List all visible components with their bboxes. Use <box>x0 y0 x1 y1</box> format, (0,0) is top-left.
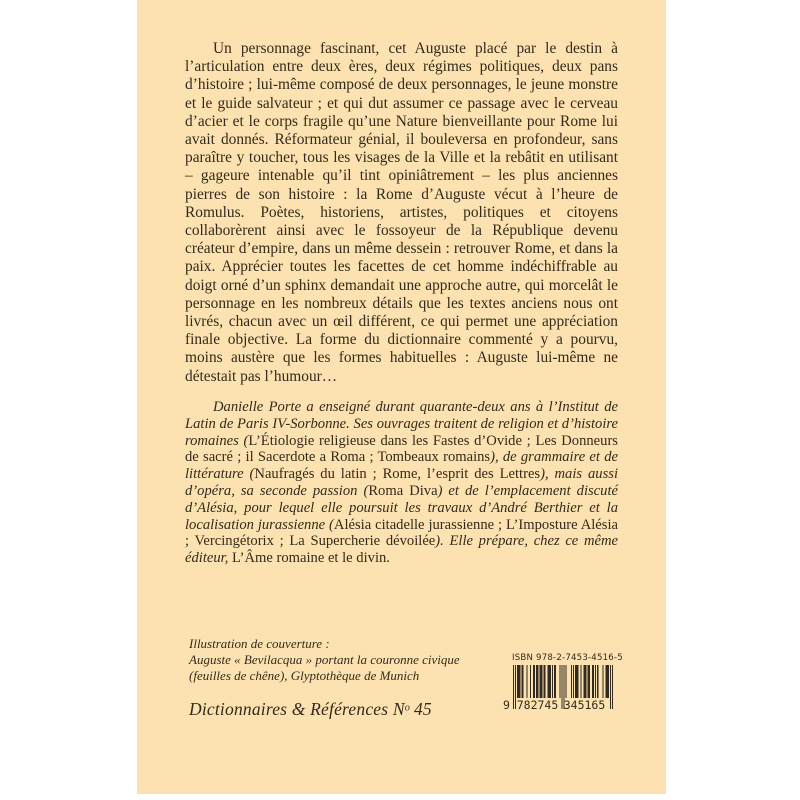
barcode-bars-area <box>503 665 613 712</box>
isbn-barcode <box>503 653 623 711</box>
barcode-digit-first: 9 <box>503 698 510 712</box>
cover-illustration-credit <box>189 636 460 685</box>
credit-line: (feuilles de chêne), Glyptothèque de Munich <box>189 668 420 684</box>
series-line <box>189 699 432 720</box>
credit-line: Auguste « Bevilacqua » portant la couronne civique <box>189 652 460 668</box>
bio-segment: L’Âme romaine et le divin. <box>232 550 390 567</box>
series-name: Dictionnaires & Références <box>189 699 389 719</box>
book-back-cover <box>137 0 666 794</box>
bio-segment: ). Elle prépare, chez ce même éditeur, <box>185 533 619 567</box>
bio-segment: L’Étiologie religieuse dans les Fastes d’Ovide ; Les Donneurs de sacré ; il Sacerdote a Roma ; Tombeaux romains <box>185 432 618 466</box>
series-number-label: $N^o$ <box>392 699 410 719</box>
bio-segment: Danielle Porte a enseigné durant quarante-deux ans à l’Institut de Latin de Paris IV-Sorbonne. Ses ouvrages traitent de religion et d’histoire romaines ( <box>185 399 618 449</box>
bio-segment: Roma Diva <box>368 482 438 499</box>
bio-segment: Naufragés du latin ; Rome, l’esprit des Lettres <box>254 466 541 483</box>
credit-line: Illustration de couverture : <box>189 636 330 651</box>
bio-segment: ) et de l’emplacement discuté d’Alésia, pour lequel elle poursuit les travaux d’André Berthier et la localisation jurassienne ( <box>185 482 618 533</box>
series-number: 45 <box>413 699 432 719</box>
bio-segment: ), de grammaire et de littérature ( <box>185 449 618 483</box>
bio-segment: ), mais aussi d’opéra, sa seconde passion ( <box>185 466 619 499</box>
barcode-digits-right: 345165 <box>563 698 606 712</box>
isbn-label: ISBN 978-2-7453-4516-5 <box>512 653 623 663</box>
synopsis-paragraph: Un personnage fascinant, cet Auguste placé par le destin à l’articulation entre deux ères, deux régimes politiques, deux pans d’histoire ; lui-même composé de deux personnages, le jeune monstre et le guide salvateur ; et qui dut assumer ce passage avec le cerveau d’acier et le corps fragile qu’une Nature bienveillante pour Rome lui avait donnés. Réformateur génial, il bouleversa en profondeur, sans paraître y toucher, tous les visages de la Ville et la rebâtit en utilisant – gageure intenable qu’il tint opiniâtrement – les plus anciennes pierres de son histoire : la Rome d’Auguste vécut à l’heure de Romulus. Poètes, historiens, artistes, politiques et citoyens collaborèrent ainsi avec le fossoyeur de la République devenu créateur d’empire, dans un même dessein : retrouver Rome, et dans la paix. Apprécier toutes les facettes de cet homme indéchiffrable au doigt orné d’un sphinx demandait une approche autre, qui morcelât le personnage en les nombreux détails que les textes anciens nous ont livrés, chacun avec un œil différent, ce qui permet une appréciation finale objective. La forme du dictionnaire commenté y a pourvu, moins austère que les formes habituelles : Auguste lui-même ne détestait pas l’humour… <box>185 40 618 385</box>
barcode-digits-left: 782745 <box>516 698 559 712</box>
author-bio-paragraph <box>185 399 618 567</box>
bio-segment: Alésia citadelle jurassienne ; L’Imposture Alésia ; Vercingétorix ; La Supercherie dévoilée <box>185 516 618 550</box>
